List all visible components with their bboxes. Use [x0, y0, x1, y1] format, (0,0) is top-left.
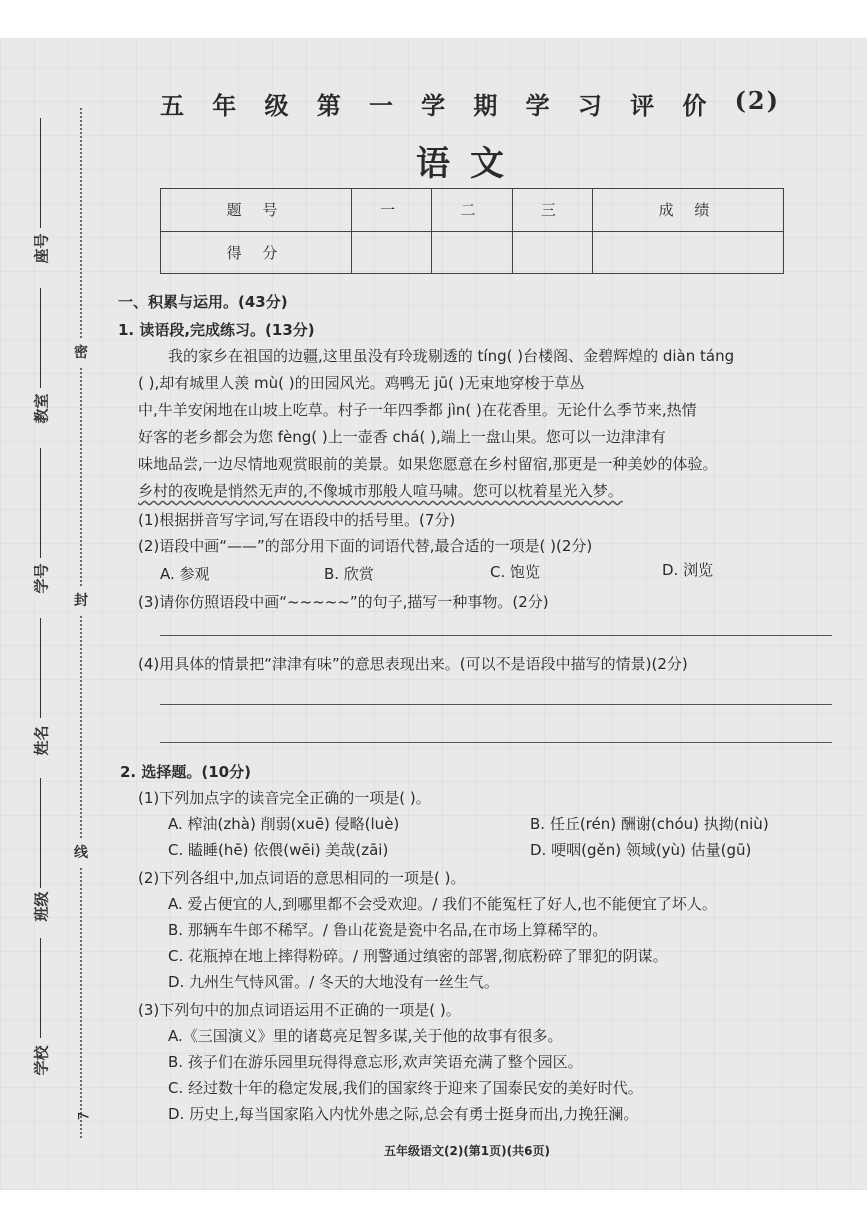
title-char: 习 [577, 91, 604, 120]
exam-title [160, 86, 780, 121]
seal-mark-mi: 密 [74, 338, 88, 366]
title-char: 级 [264, 91, 291, 120]
score-input-cell[interactable] [351, 231, 431, 274]
passage-line: 中,牛羊安闲地在山坡上吃草。村子一年四季都 jìn( )在花香里。无论什么季节来,热情 [138, 401, 697, 419]
section1-heading: 一、积累与运用。(43分) [118, 293, 288, 311]
margin-label-class: 班级 [32, 891, 51, 922]
q1-sub2-option-c: C. 饱览 [490, 563, 541, 581]
passage-line: 味地品尝,一边尽情地观赏眼前的美景。如果您愿意在乡村留宿,那更是一种美妙的体验。 [138, 455, 718, 473]
q1-sub2-option-d: D. 浏览 [662, 561, 714, 579]
answer-line[interactable] [160, 635, 832, 636]
q2-sub2-option-c: C. 花瓶掉在地上摔得粉碎。/ 刑警通过缜密的部署,彻底粉碎了罪犯的阴谋。 [168, 947, 668, 965]
q2-sub1-option-a: A. 榨油(zhà) 削弱(xuē) 侵略(luè) [168, 815, 400, 833]
q2-sub1-option-d: D. 哽咽(gěn) 领域(yù) 估量(gū) [530, 841, 752, 859]
seal-mark-feng: 封 [74, 586, 88, 614]
score-cell: 得 分 [161, 231, 352, 274]
margin-label-name: 姓名 [32, 725, 51, 756]
title-char: 学 [421, 91, 448, 120]
q2-sub3: (3)下列句中的加点词语运用不正确的一项是( )。 [138, 1001, 461, 1019]
q2-sub1-option-b: B. 任丘(rén) 酬谢(chóu) 执拗(niù) [530, 815, 769, 833]
q2-sub2-option-d: D. 九州生气恃风雷。/ 冬天的大地没有一丝生气。 [168, 973, 499, 991]
seal-mark-xian: 线 [74, 838, 88, 866]
margin-label-school: 学校 [32, 1045, 51, 1076]
page-mark: 7 [76, 1111, 93, 1121]
q2-sub1: (1)下列加点字的读音完全正确的一项是( )。 [138, 789, 431, 807]
q1-sub1: (1)根据拼音写字词,写在语段中的括号里。(7分) [138, 511, 456, 529]
score-input-cell[interactable] [593, 231, 784, 274]
page-footer: 五年级语文(2)(第1页)(共6页) [384, 1144, 550, 1158]
title-char: 期 [473, 91, 500, 120]
score-cell: 题 号 [161, 189, 352, 232]
passage-line: ( ),却有城里人羡 mù( )的田园风光。鸡鸭无 jū( )无束地穿梭于草丛 [138, 374, 585, 392]
title-char: 第 [316, 91, 343, 120]
q1-sub4: (4)用具体的情景把“津津有味”的意思表现出来。(可以不是语段中描写的情景)(2分) [138, 655, 688, 673]
title-char: 价 [682, 91, 709, 120]
q1-sub3: (3)请你仿照语段中画“~~~~~”的句子,描写一种事物。(2分) [138, 593, 549, 611]
q2-sub3-option-b: B. 孩子们在游乐园里玩得得意忘形,欢声笑语充满了整个园区。 [168, 1053, 583, 1071]
q1-sub2-option-b: B. 欣赏 [324, 565, 374, 583]
title-char: 年 [212, 91, 239, 120]
title-char: 学 [525, 91, 552, 120]
title-char: 一 [368, 91, 395, 120]
q2-sub2-option-b: B. 那辆车牛郎不稀罕。/ 鲁山花瓷是瓷中名品,在市场上算稀罕的。 [168, 921, 608, 939]
score-cell: 二 [432, 189, 512, 232]
margin-label-student-id: 学号 [32, 563, 51, 594]
q2-sub2-option-a: A. 爱占便宜的人,到哪里都不会受欢迎。/ 我们不能冤枉了好人,也不能便宜了坏人。 [168, 895, 717, 913]
margin-label-seat: 座号 [32, 233, 51, 264]
passage-line: 我的家乡在祖国的边疆,这里虽没有玲珑剔透的 tíng( )台楼阁、金碧辉煌的 diàn táng [168, 347, 735, 365]
score-table [160, 188, 784, 274]
q2-sub1-option-c: C. 瞌睡(hē) 依偎(wēi) 美哉(zāi) [168, 841, 389, 859]
title-char: (2) [734, 86, 780, 115]
q2-sub3-option-a: A.《三国演义》里的诸葛亮足智多谋,关于他的故事有很多。 [168, 1027, 563, 1045]
answer-line[interactable] [160, 742, 832, 743]
title-char: 五 [160, 91, 186, 120]
score-cell: 三 [512, 189, 592, 232]
passage-line-wavy: 乡村的夜晚是悄然无声的,不像城市那般人喧马啸。您可以枕着星光入梦。 [138, 482, 623, 500]
q1-sub2: (2)语段中画“——”的部分用下面的词语代替,最合适的一项是( )(2分) [138, 537, 593, 555]
q2-sub3-option-c: C. 经过数十年的稳定发展,我们的国家终于迎来了国泰民安的美好时代。 [168, 1079, 643, 1097]
score-input-cell[interactable] [432, 231, 512, 274]
score-cell: 成 绩 [593, 189, 784, 232]
margin-label-classroom: 教室 [32, 393, 51, 424]
q1-sub2-option-a: A. 参观 [160, 565, 210, 583]
q2-sub2: (2)下列各组中,加点词语的意思相同的一项是( )。 [138, 869, 466, 887]
passage-line: 好客的老乡都会为您 fèng( )上一壶香 chá( ),端上一盘山果。您可以一边津津有 [138, 428, 666, 446]
score-table-score-row [161, 231, 784, 274]
subject-title: 语文 [416, 144, 524, 184]
answer-line[interactable] [160, 704, 832, 705]
score-input-cell[interactable] [512, 231, 592, 274]
q1-heading: 1. 读语段,完成练习。(13分) [118, 321, 315, 339]
title-char: 评 [630, 91, 657, 120]
exam-paper [0, 38, 867, 1190]
score-table-header-row [161, 189, 784, 232]
q2-heading: 2. 选择题。(10分) [120, 763, 251, 781]
q2-sub3-option-d: D. 历史上,每当国家陷入内忧外患之际,总会有勇士挺身而出,力挽狂澜。 [168, 1105, 639, 1123]
exam-content [0, 38, 867, 1190]
score-cell: 一 [351, 189, 431, 232]
